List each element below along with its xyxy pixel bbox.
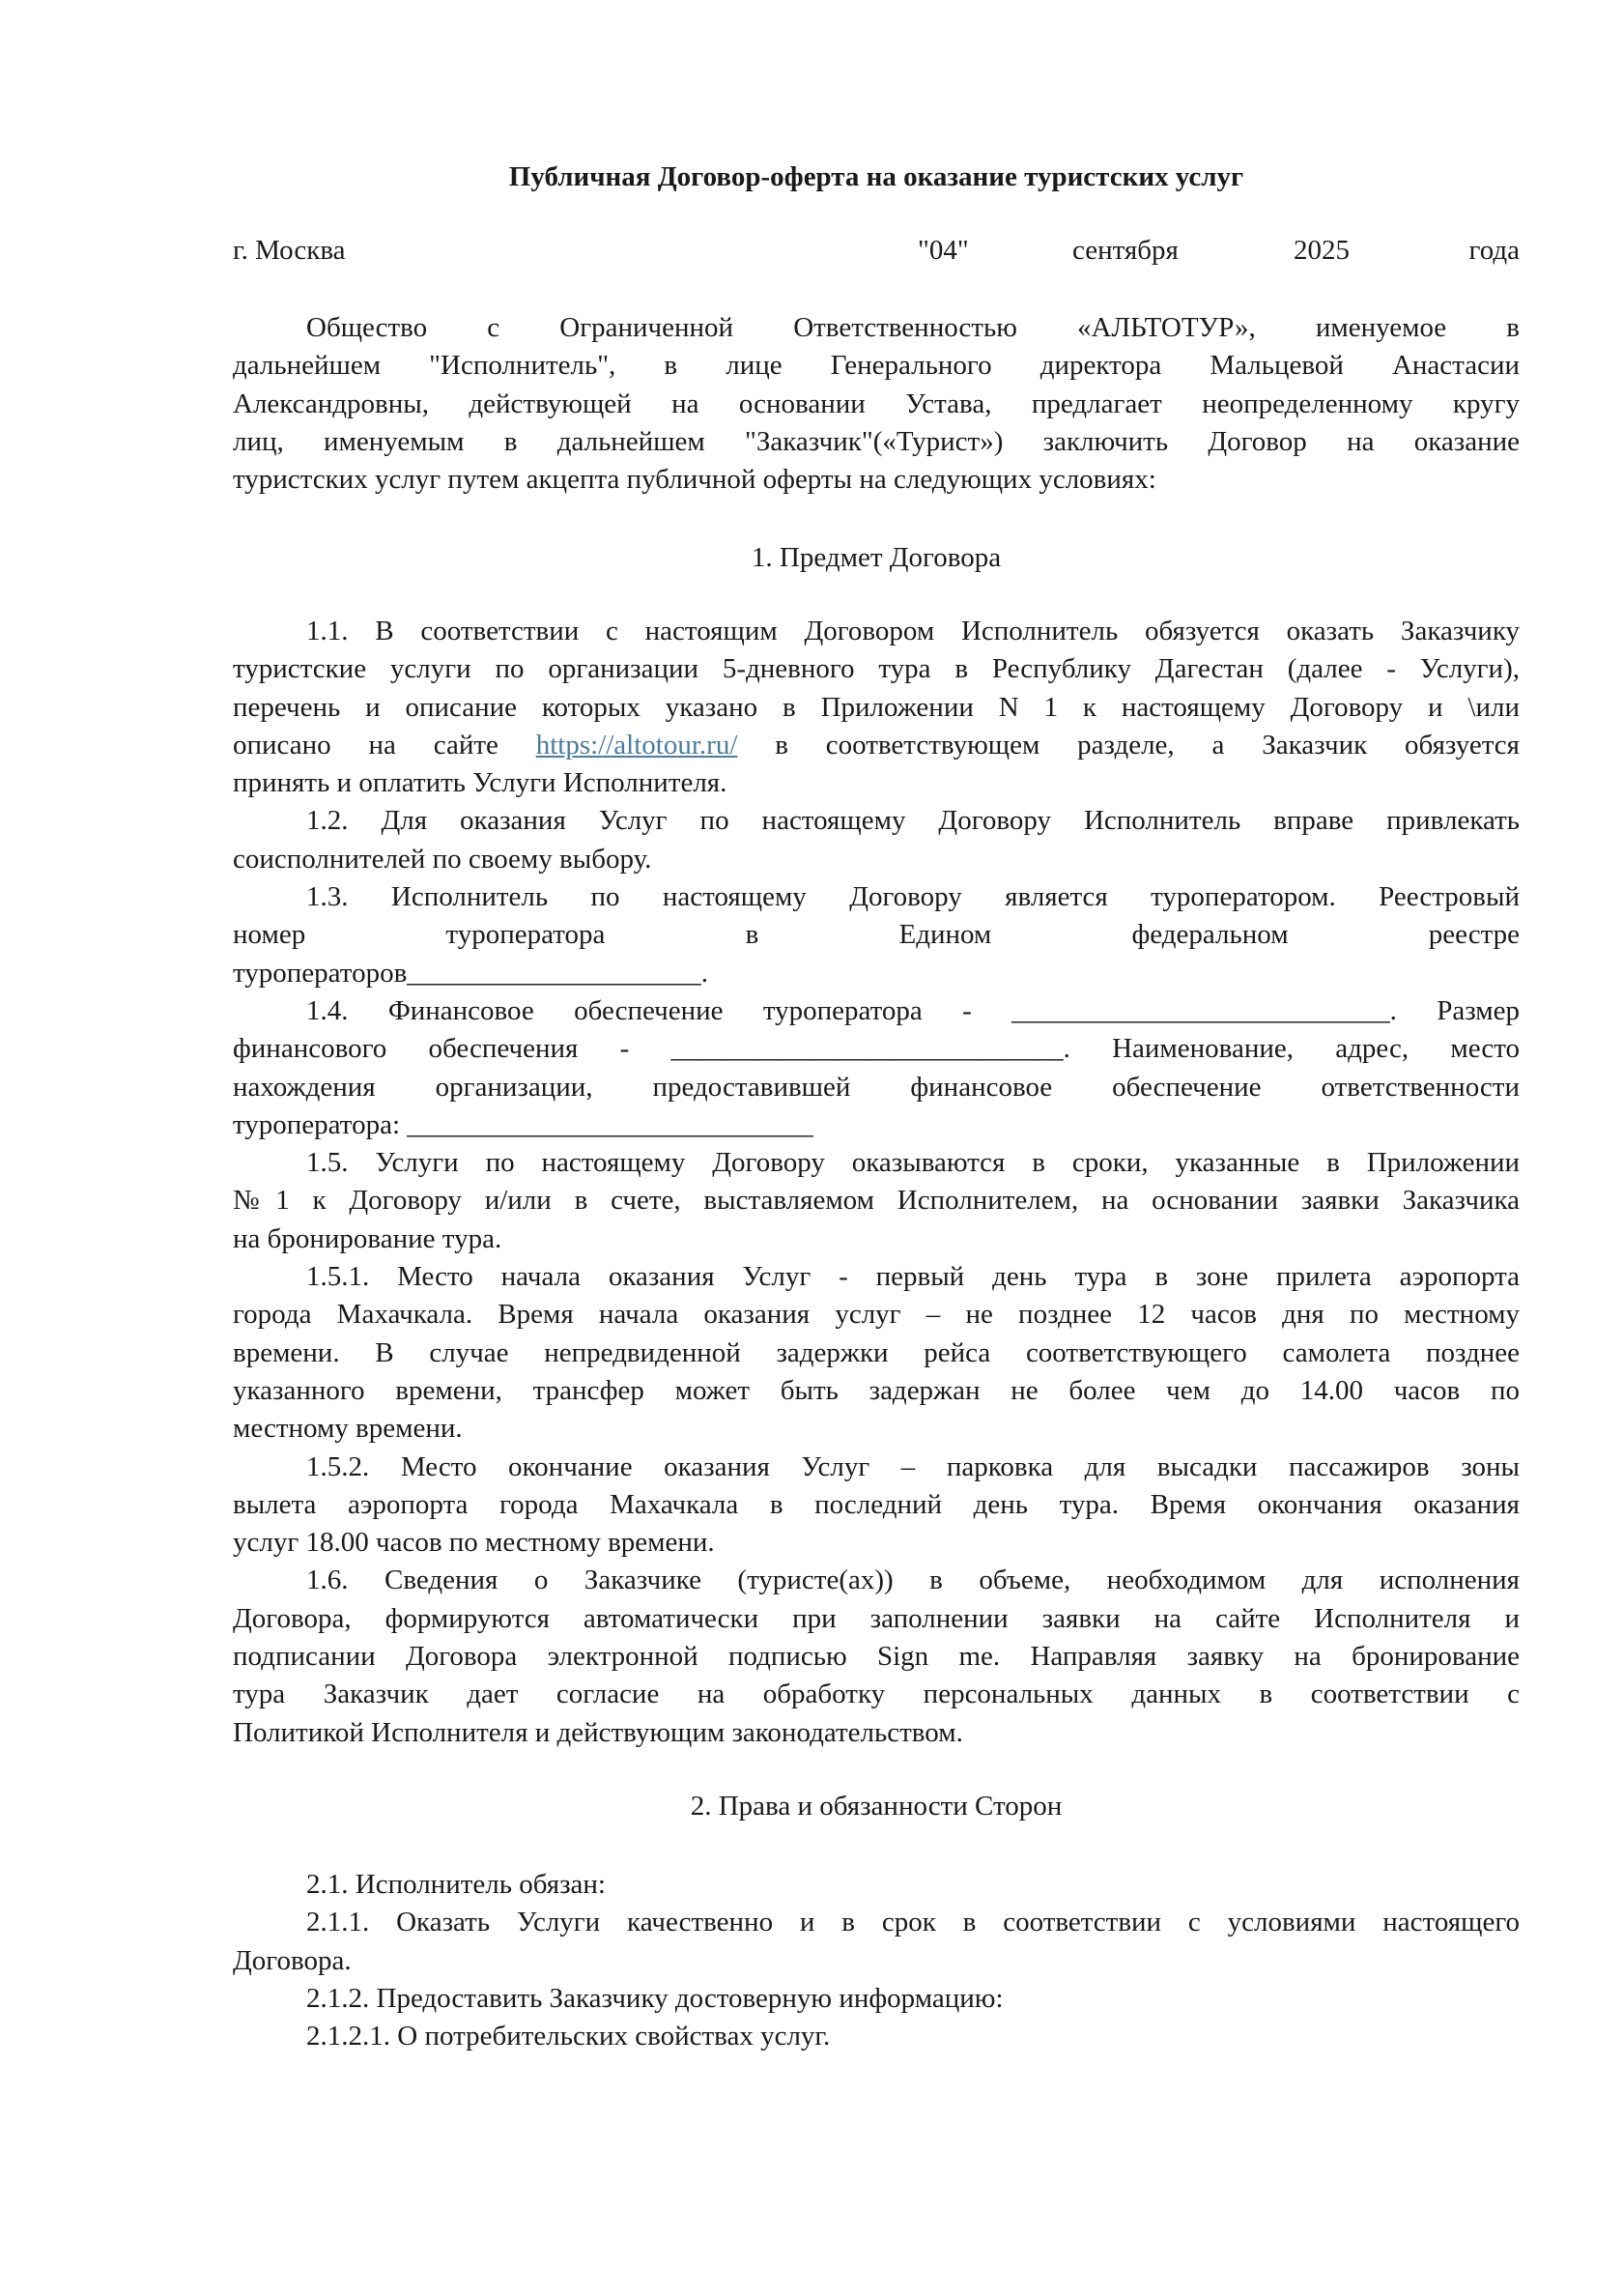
paragraph-line: туроператора: _____________________________: [233, 1108, 813, 1140]
paragraph-line: подписании Договора электронной подписью Sign me. Направляя заявку на бронирование: [233, 1641, 1520, 1673]
intro-paragraph: [233, 309, 1520, 499]
paragraph-line: 2.1.2.1. О потребительских свойствах услуг.: [306, 2021, 831, 2052]
paragraph-line: принять и оплатить Услуги Исполнителя.: [233, 767, 727, 799]
paragraph-line: Политикой Исполнителя и действующим законодательством.: [233, 1716, 963, 1748]
paragraph-line: 1.5.1. Место начала оказания Услуг - первый день тура в зоне прилета аэропорта: [306, 1261, 1520, 1293]
paragraph-line: туристские услуги по организации 5-дневного тура в Республику Дагестан (далее - Услуги),: [233, 653, 1520, 685]
city: г. Москва: [233, 235, 346, 266]
paragraph-line: [233, 727, 1520, 764]
paragraph-line: времени. В случае непредвиденной задержки рейса соответствующего самолета позднее: [233, 1336, 1520, 1368]
paragraph-line: перечень и описание которых указано в Приложении N 1 к настоящему Договору и \или: [233, 691, 1520, 723]
document-title: Публичная Договор-оферта на оказание туристских услуг: [508, 161, 1244, 192]
paragraph-line: 1.5.2. Место окончание оказания Услуг – парковка для высадки пассажиров зоны: [306, 1450, 1520, 1482]
line-text: описано на сайте: [233, 729, 536, 761]
paragraph-line: туроператоров_____________________.: [233, 957, 709, 989]
paragraph-line: №1 к Договору и/или в счете, выставляемом Исполнителем, на основании заявки Заказчика: [233, 1185, 1520, 1217]
date-suffix: года: [1468, 235, 1520, 266]
paragraph-line: номер туроператора в Едином федеральном реестре: [233, 919, 1520, 951]
date-year: 2025: [1294, 235, 1350, 266]
paragraph-line: вылета аэропорта города Махачкала в последний день тура. Время окончания оказания: [233, 1488, 1520, 1520]
paragraph-line: соисполнителей по своему выбору.: [233, 843, 652, 875]
paragraph-line: Общество с Ограниченной Ответственностью «АЛЬТОТУР», именуемое в: [306, 312, 1520, 343]
paragraph-line: 2.1.2. Предоставить Заказчику достоверную информацию:: [306, 1982, 1004, 2014]
paragraph-line: указанного времени, трансфер может быть задержан не более чем до 14.00 часов по: [233, 1374, 1520, 1406]
paragraph-line: туристских услуг путем акцепта публичной оферты на следующих условиях:: [233, 464, 1156, 496]
website-link[interactable]: https://altotour.ru/: [535, 729, 738, 761]
paragraph-line: нахождения организации, предоставившей финансовое обеспечение ответственности: [233, 1071, 1520, 1103]
section-2-heading: 2. Права и обязанности Сторон: [690, 1791, 1063, 1822]
section-1-heading: 1. Предмет Договора: [751, 542, 1002, 573]
paragraph-line: местному времени.: [233, 1413, 463, 1445]
paragraph-line: города Махачкала. Время начала оказания услуг – не позднее 12 часов дня по местному: [233, 1299, 1520, 1331]
paragraph-line: Договора.: [233, 1944, 352, 1976]
paragraph-line: на бронирование тура.: [233, 1222, 502, 1254]
section-1-body: [233, 613, 1520, 1752]
paragraph-line: 1.1. В соответствии с настоящим Договором Исполнитель обязуется оказать Заказчику: [306, 616, 1520, 646]
paragraph-line: Александровны, действующей на основании Устава, предлагает неопределенному кругу: [233, 387, 1520, 419]
paragraph-line: услуг 18.00 часов по местному времени.: [233, 1527, 715, 1559]
paragraph-line: Договора, формируются автоматически при заполнении заявки на сайте Исполнителя и: [233, 1602, 1520, 1634]
paragraph-line: дальнейшем "Исполнитель", в лице Генерального директора Мальцевой Анастасии: [233, 350, 1520, 382]
line-text: в соответствующем разделе, а Заказчик обязуется: [737, 729, 1520, 761]
paragraph-line: 2.1.1. Оказать Услуги качественно и в срок в соответствии с условиями настоящего: [306, 1907, 1520, 1938]
paragraph-line: финансового обеспечения - ____________________________. Наименование, адрес, место: [233, 1033, 1520, 1065]
paragraph-line: 1.4. Финансовое обеспечение туроператора - ___________________________. Размер: [306, 994, 1520, 1026]
paragraph-line: 1.3. Исполнитель по настоящему Договору является туроператором. Реестровый: [306, 881, 1520, 913]
paragraph-line: тура Заказчик дает согласие на обработку персональных данных в соответствии с: [233, 1679, 1520, 1710]
date-line: [233, 232, 1520, 270]
paragraph-line: 1.2. Для оказания Услуг по настоящему Договору Исполнитель вправе привлекать: [306, 805, 1520, 837]
paragraph-line: 1.5. Услуги по настоящему Договору оказываются в сроки, указанные в Приложении: [306, 1147, 1520, 1179]
date-day: "04": [918, 235, 969, 266]
section-2-body: [233, 1866, 1520, 2055]
date-month: сентября: [1072, 235, 1179, 266]
paragraph-line: 1.6. Сведения о Заказчике (туристе(ах)) в объеме, необходимом для исполнения: [306, 1564, 1520, 1596]
paragraph-line: 2.1. Исполнитель обязан:: [306, 1869, 606, 1900]
paragraph-line: лиц, именуемым в дальнейшем "Заказчик"(«Турист») заключить Договор на оказание: [233, 425, 1520, 457]
